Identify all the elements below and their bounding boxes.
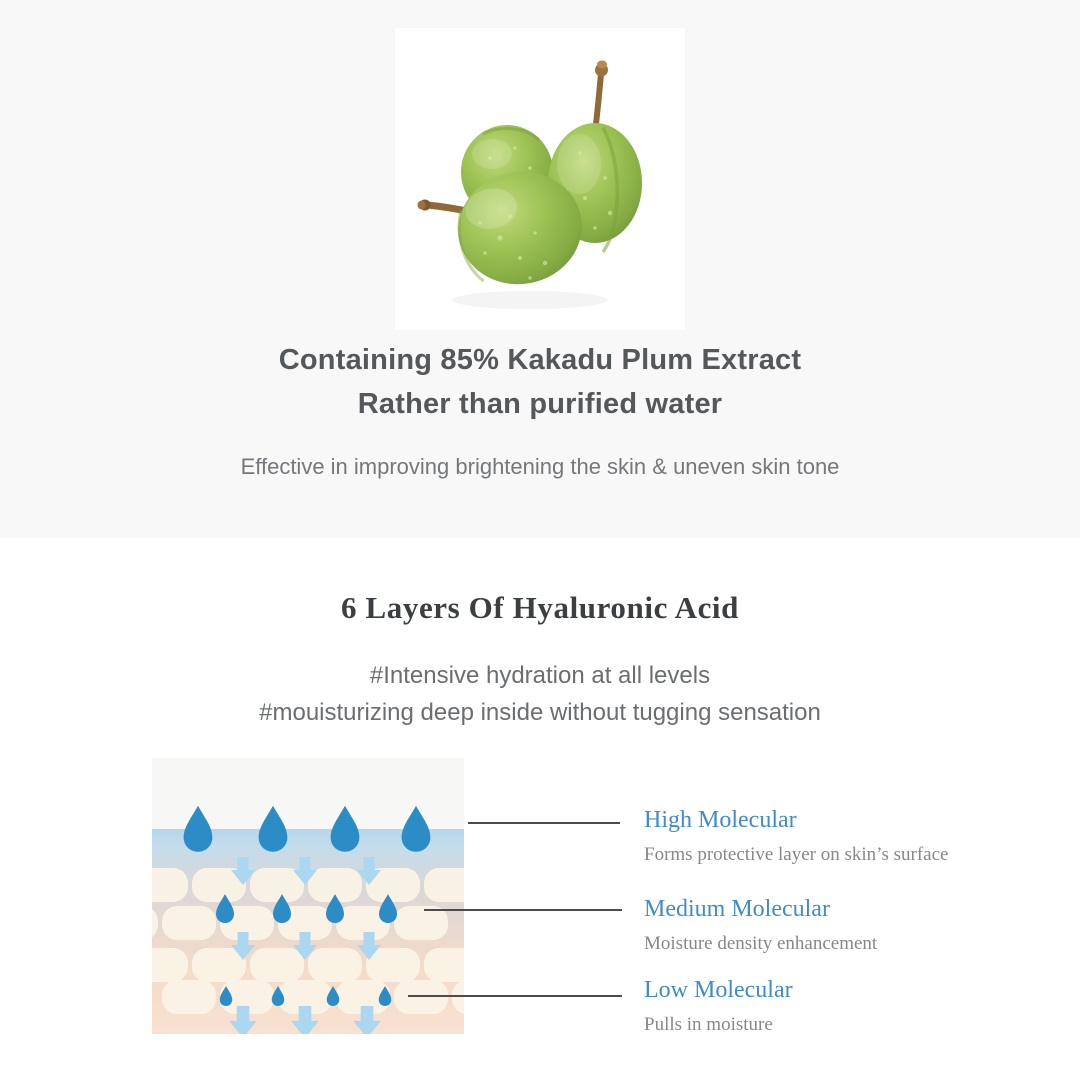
label-desc: Pulls in moisture (644, 1014, 773, 1035)
label-title: High Molecular (644, 807, 797, 833)
plum-section (0, 0, 1080, 538)
plum-heading (0, 338, 1080, 426)
callout-line-medium (424, 909, 622, 911)
plum-heading-line2: Rather than purified water (357, 388, 723, 420)
label-medium-molecular (644, 895, 877, 955)
label-high-molecular (644, 806, 948, 866)
label-title: Low Molecular (644, 977, 793, 1003)
hashtag-line: #mouisturizing deep inside without tugging sensation (259, 699, 821, 726)
skin-layers-diagram (152, 758, 464, 1034)
plum-heading-line1: Containing 85% Kakadu Plum Extract (278, 344, 802, 376)
label-desc: Forms protective layer on skin’s surface (644, 844, 949, 865)
plum-subtext: Effective in improving brightening the skin & uneven skin tone (240, 454, 840, 479)
label-low-molecular (644, 976, 793, 1036)
plum-shadow (452, 291, 608, 309)
callout-line-low (408, 995, 622, 997)
label-desc: Moisture density enhancement (644, 933, 878, 954)
kakadu-plum-image (395, 28, 685, 330)
callout-line-high (468, 822, 620, 824)
label-title: Medium Molecular (644, 896, 830, 922)
hashtag-line: #Intensive hydration at all levels (369, 662, 711, 689)
hyaluronic-title: 6 Layers Of Hyaluronic Acid (341, 590, 739, 625)
hyaluronic-hashtags (0, 657, 1080, 731)
